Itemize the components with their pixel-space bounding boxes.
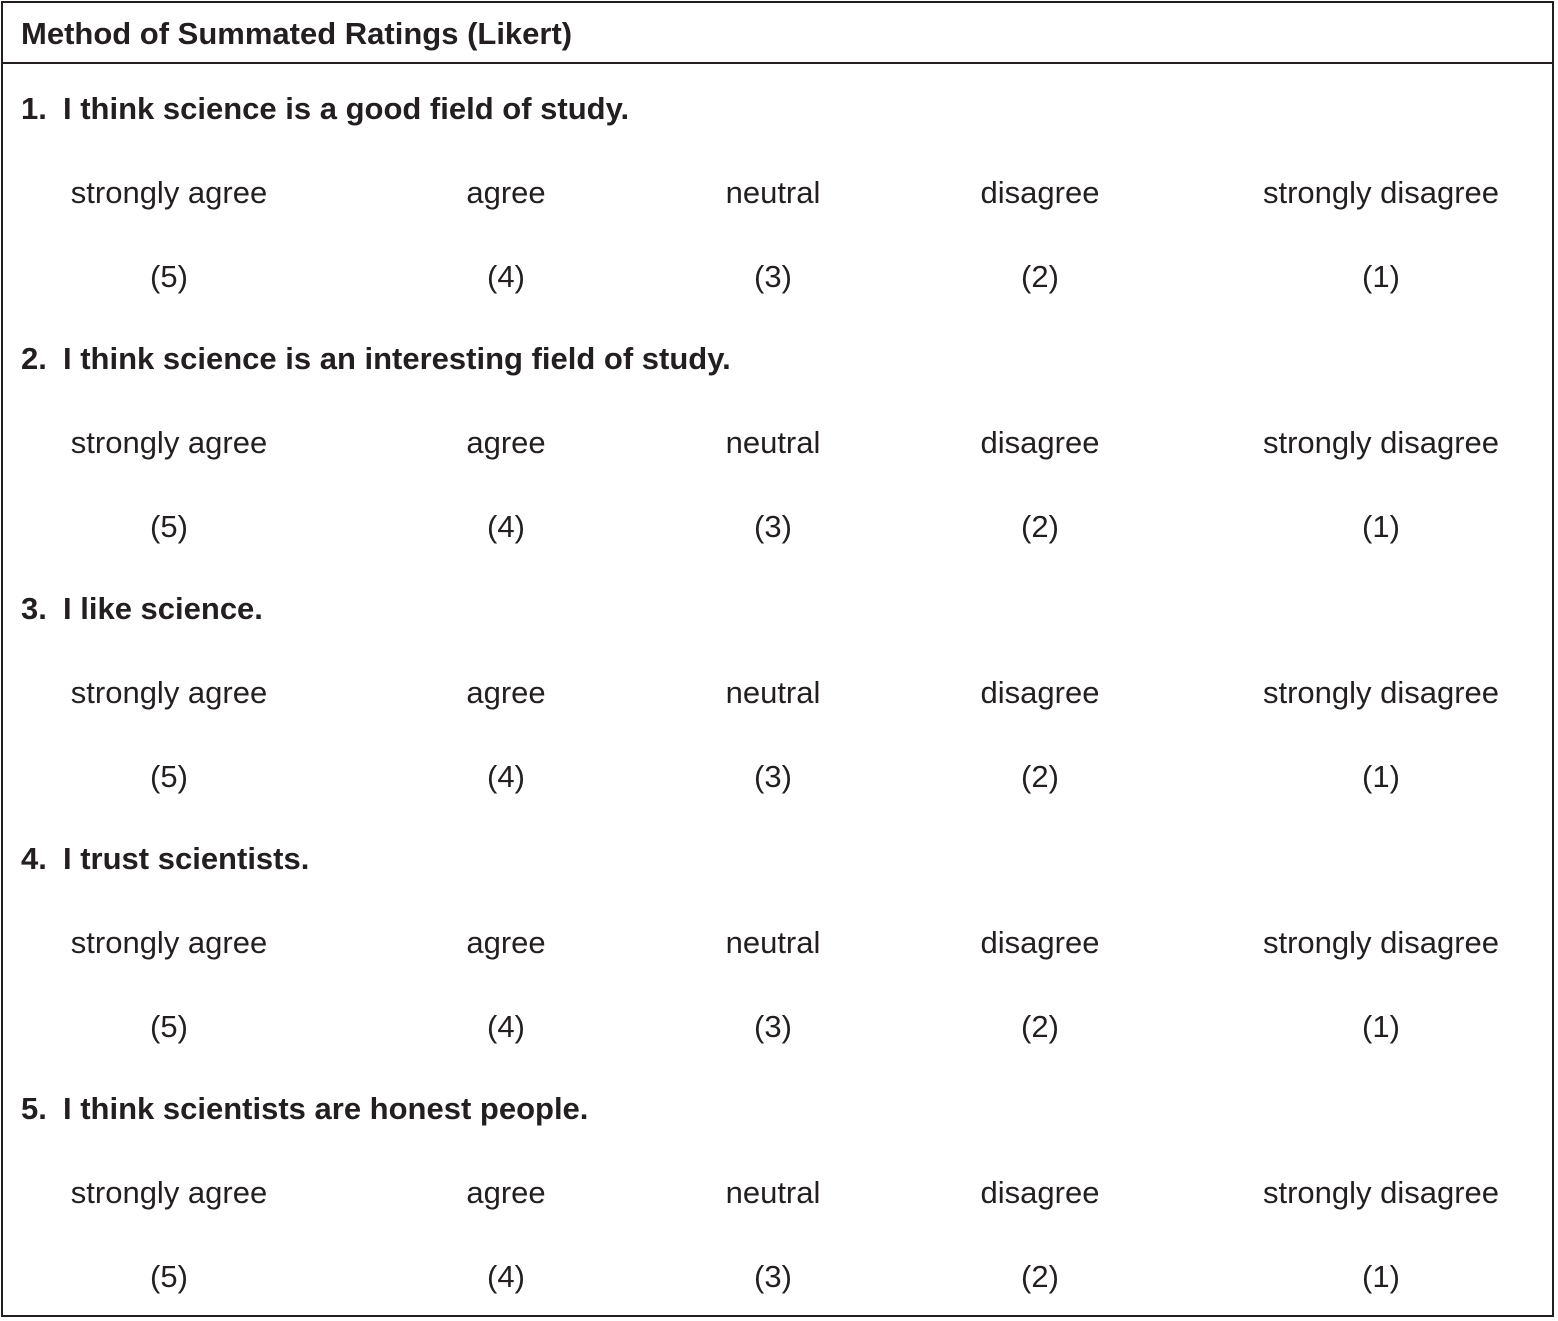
scale-score-4: (4) [487, 1259, 525, 1294]
item-number: 2. [21, 341, 47, 376]
item-question [21, 591, 263, 627]
likert-item [3, 564, 1552, 814]
item-question [21, 91, 629, 127]
scale-score-2: (2) [1021, 509, 1059, 544]
scale-label-disagree: disagree [980, 1175, 1100, 1210]
likert-item [3, 814, 1552, 1064]
scale-label-strongly-disagree: strongly disagree [1262, 425, 1500, 460]
scale-score-5: (5) [150, 509, 188, 544]
scale-label-agree: agree [466, 425, 546, 460]
table-title: Method of Summated Ratings (Likert) [21, 16, 573, 51]
scale-score-1: (1) [1362, 259, 1400, 294]
scale-label-disagree: disagree [980, 675, 1100, 710]
scale-label-neutral: neutral [725, 425, 821, 460]
scale-label-strongly-agree: strongly agree [70, 175, 268, 210]
scale-label-agree: agree [466, 175, 546, 210]
scale-score-4: (4) [487, 259, 525, 294]
scale-score-5: (5) [150, 759, 188, 794]
item-text: I trust scientists. [63, 841, 310, 876]
scale-score-2: (2) [1021, 1009, 1059, 1044]
item-text: I like science. [63, 591, 263, 626]
scale-label-neutral: neutral [725, 1175, 821, 1210]
scale-label-neutral: neutral [725, 925, 821, 960]
scale-score-3: (3) [754, 759, 792, 794]
item-text: I think scientists are honest people. [63, 1091, 589, 1126]
scale-label-strongly-agree: strongly agree [70, 675, 268, 710]
scale-score-1: (1) [1362, 759, 1400, 794]
likert-item [3, 314, 1552, 564]
scale-label-strongly-agree: strongly agree [70, 1175, 268, 1210]
scale-label-strongly-agree: strongly agree [70, 925, 268, 960]
scale-label-disagree: disagree [980, 425, 1100, 460]
scale-label-strongly-disagree: strongly disagree [1262, 175, 1500, 210]
item-question [21, 841, 309, 877]
scale-score-2: (2) [1021, 259, 1059, 294]
item-number: 5. [21, 1091, 47, 1126]
scale-score-2: (2) [1021, 759, 1059, 794]
scale-label-strongly-disagree: strongly disagree [1262, 675, 1500, 710]
item-number: 3. [21, 591, 47, 626]
scale-score-1: (1) [1362, 509, 1400, 544]
item-question [21, 1091, 588, 1127]
scale-score-3: (3) [754, 509, 792, 544]
item-text: I think science is a good field of study. [63, 91, 630, 126]
scale-label-agree: agree [466, 1175, 546, 1210]
item-question [21, 341, 731, 377]
scale-score-4: (4) [487, 509, 525, 544]
item-number: 1. [21, 91, 47, 126]
scale-label-disagree: disagree [980, 925, 1100, 960]
scale-label-neutral: neutral [725, 175, 821, 210]
likert-scale-table [1, 1, 1554, 1317]
scale-label-strongly-disagree: strongly disagree [1262, 1175, 1500, 1210]
scale-label-agree: agree [466, 675, 546, 710]
scale-score-4: (4) [487, 1009, 525, 1044]
likert-item [3, 1064, 1552, 1314]
scale-label-disagree: disagree [980, 175, 1100, 210]
scale-score-5: (5) [150, 259, 188, 294]
scale-score-3: (3) [754, 1009, 792, 1044]
scale-score-2: (2) [1021, 1259, 1059, 1294]
scale-score-3: (3) [754, 1259, 792, 1294]
scale-score-5: (5) [150, 1009, 188, 1044]
scale-label-strongly-disagree: strongly disagree [1262, 925, 1500, 960]
scale-label-agree: agree [466, 925, 546, 960]
scale-label-neutral: neutral [725, 675, 821, 710]
scale-label-strongly-agree: strongly agree [70, 425, 268, 460]
item-number: 4. [21, 841, 47, 876]
scale-score-1: (1) [1362, 1259, 1400, 1294]
likert-item [3, 64, 1552, 314]
scale-score-1: (1) [1362, 1009, 1400, 1044]
scale-score-5: (5) [150, 1259, 188, 1294]
item-text: I think science is an interesting field of study. [63, 341, 731, 376]
table-header [3, 3, 1552, 64]
scale-score-4: (4) [487, 759, 525, 794]
scale-score-3: (3) [754, 259, 792, 294]
